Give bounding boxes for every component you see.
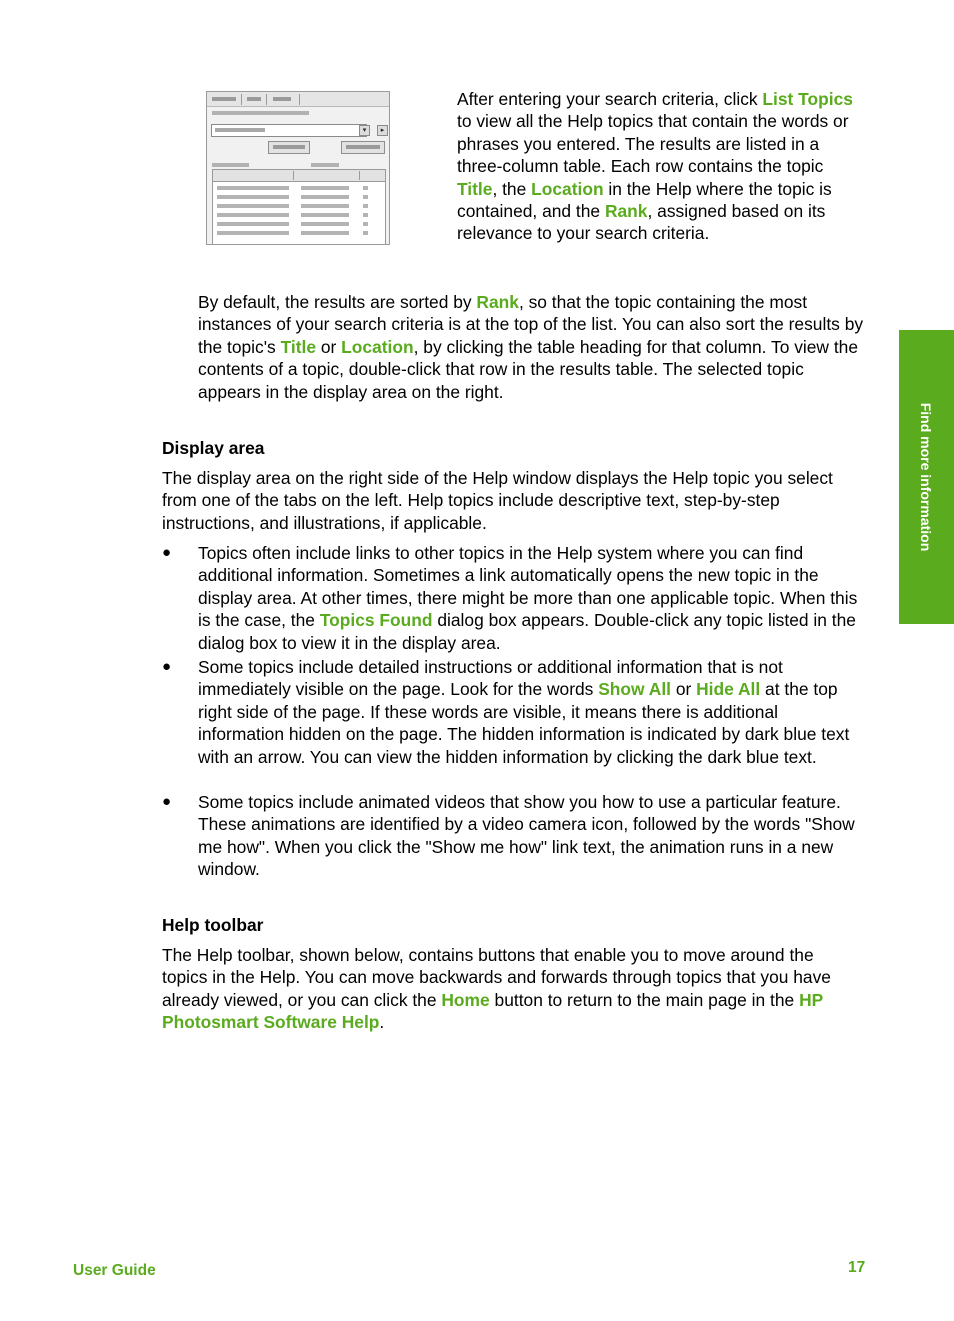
list-topics-keyword: List Topics (762, 89, 853, 109)
footer-guide-title: User Guide (73, 1262, 156, 1279)
bullet-item-show-all (198, 656, 868, 768)
bullet-text: Topics often include links to other topics in the Help system where you can find additional information. Sometimes a link automatically opens the new topic in the display area. At other times, there might be more than one applicable topic. When this is the case, the (198, 543, 858, 631)
page-number: 17 (848, 1259, 866, 1276)
intro-text: to view all the Help topics that contain the words or phrases you entered. The results are listed in a three-column table. Each row contains the topic (457, 111, 849, 177)
bullet-icon: ● (162, 793, 172, 810)
thumb-arrow-icon: ▸ (377, 125, 388, 136)
bullet-text: dialog box appears. Double-click any topic listed in the dialog box to view it in the display area. (198, 610, 856, 653)
thumb-dropdown-icon: ▾ (359, 125, 370, 136)
topics-found-keyword: Topics Found (319, 610, 433, 631)
bullet-text: or (670, 679, 697, 700)
toolbar-text: . (379, 1012, 385, 1033)
title-keyword: Title (280, 336, 317, 357)
search-tab-screenshot (206, 91, 390, 245)
home-keyword: Home (441, 989, 490, 1010)
help-toolbar-paragraph (162, 944, 857, 1034)
thumb-search-combo (211, 124, 367, 137)
bullet-text: Some topics include animated videos that show you how to use a particular feature. These animations are identified by a video camera icon, followed by the words "Show me how". When you click the "Show me how" link text, the animation runs in a new window. (198, 792, 855, 880)
thumb-results-table (212, 169, 386, 244)
title-keyword: Title (457, 178, 493, 199)
rank-keyword: Rank (476, 292, 519, 312)
sort-text: or (316, 336, 342, 357)
location-keyword: Location (341, 336, 414, 357)
bullet-item-videos (198, 791, 868, 881)
intro-text: After entering your search criteria, click (457, 89, 763, 109)
sort-text: , so that the topic containing the most instances of your search criteria is at the top of the list. You can also sort the results by the topic's (198, 292, 864, 357)
toolbar-text: The Help toolbar, shown below, contains buttons that enable you to move around the topics in the Help. You can move backwards and forwards through topics that you have already viewed, or you can click the (162, 945, 831, 1010)
intro-text: , assigned based on its relevance to your search criteria. (457, 201, 826, 244)
bullet-text: at the top right side of the page. If these words are visible, it means there is additional information hidden on the page. The hidden information is indicated by dark blue text with an arrow. You can view the hidden information by clicking the dark blue text. (198, 679, 850, 767)
chapter-side-tab-label: Find more information (918, 402, 934, 552)
hp-photosmart-help-keyword: HP Photosmart Software Help (162, 989, 823, 1033)
sort-text: , by clicking the table heading for that column. To view the contents of a topic, double-click that row in the results table. The selected topic appears in the display area on the right. (198, 336, 859, 402)
thumb-button (341, 141, 385, 154)
sort-paragraph (198, 291, 868, 403)
hide-all-keyword: Hide All (696, 679, 761, 700)
thumb-button (268, 141, 310, 154)
sort-text: By default, the results are sorted by (198, 292, 477, 312)
thumb-label (311, 163, 339, 167)
thumb-label (212, 111, 309, 115)
intro-text: in the Help where the topic is contained, and the (457, 178, 832, 222)
bullet-text: Some topics include detailed instructions or additional information that is not immediately visible on the page. Look for the words (198, 657, 783, 700)
intro-paragraph (457, 88, 859, 245)
display-area-intro: The display area on the right side of the Help window displays the Help topic you select from one of the tabs on the left. Help topics include descriptive text, step-by-step instructions, and illustrations, if applicable. (162, 468, 833, 533)
chapter-side-tab (899, 330, 954, 624)
rank-keyword: Rank (604, 201, 648, 222)
display-area-heading: Display area (162, 438, 265, 458)
bullet-item-links (198, 542, 868, 654)
thumb-tab-bar (207, 92, 389, 107)
location-keyword: Location (531, 178, 604, 199)
intro-text: , the (492, 178, 532, 199)
bullet-icon: ● (162, 658, 172, 675)
help-toolbar-heading: Help toolbar (162, 915, 264, 935)
show-all-keyword: Show All (598, 679, 671, 700)
toolbar-text: button to return to the main page in the (489, 989, 800, 1010)
bullet-icon: ● (162, 544, 172, 561)
thumb-label (212, 163, 249, 167)
